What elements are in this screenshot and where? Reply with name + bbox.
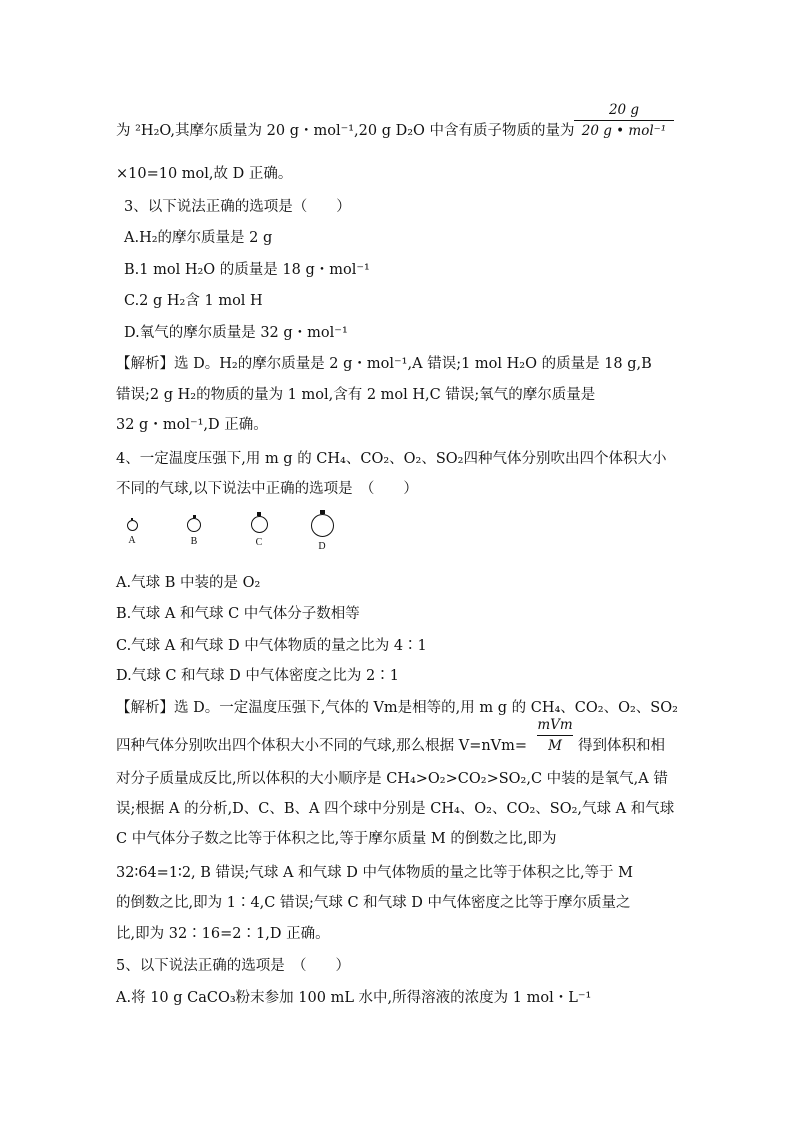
option-a: A.H₂的摩尔质量是 2 g xyxy=(124,230,273,246)
fraction xyxy=(574,101,674,140)
balloon-a xyxy=(124,518,140,547)
analysis-line: 得到体积和相 xyxy=(578,738,665,754)
option-c: C.2 g H₂含 1 mol H xyxy=(124,293,263,309)
analysis-line: 的倒数之比,即为 1∶4,C 错误;气球 C 和气球 D 中气体密度之比等于摩尔质量之 xyxy=(116,895,631,911)
analysis-line: 四种气体分别吹出四个体积大小不同的气球,那么根据 V=nVm= xyxy=(116,738,528,754)
balloon-label: C xyxy=(255,537,263,548)
option-a: A.气球 B 中装的是 O₂ xyxy=(116,575,261,591)
question-stem: 4、一定温度压强下,用 m g 的 CH₄、CO₂、O₂、SO₂四种气体分别吹出四个体积大小 xyxy=(116,451,667,467)
analysis-line: 对分子质量成反比,所以体积的大小顺序是 CH₄>O₂>CO₂>SO₂,C 中装的是氧气,A 错 xyxy=(116,771,668,787)
balloon-label: B xyxy=(190,536,198,547)
fraction-denominator: M xyxy=(548,738,562,754)
analysis-line: 错误;2 g H₂的物质的量为 1 mol,含有 2 mol H,C 错误;氧气的摩尔质量是 xyxy=(116,387,596,403)
fraction-numerator: mVm xyxy=(537,717,573,733)
analysis-line: 【解析】选 D。一定温度压强下,气体的 Vm是相等的,用 m g 的 CH₄、CO₂、O₂、SO₂ xyxy=(116,700,678,716)
fraction-bar xyxy=(574,120,674,121)
balloon-d xyxy=(308,510,336,553)
option-d: D.气球 C 和气球 D 中气体密度之比为 2∶1 xyxy=(116,668,399,684)
balloon-circle xyxy=(251,516,268,533)
question-stem: 不同的气球,以下说法中正确的选项是 （ ） xyxy=(116,481,418,497)
fraction xyxy=(537,716,573,755)
balloon-circle xyxy=(187,518,201,532)
option-c: C.气球 A 和气球 D 中气体物质的量之比为 4∶1 xyxy=(116,638,427,654)
analysis-line: 32∶64=1∶2, B 错误;气球 A 和气球 D 中气体物质的量之比等于体积之比,等于 M xyxy=(116,865,634,881)
balloon-label: D xyxy=(318,541,326,552)
option-b: B.1 mol H₂O 的质量是 18 g・mol⁻¹ xyxy=(124,262,370,278)
balloon-circle xyxy=(311,514,334,537)
question-stem: 5、以下说法正确的选项是 （ ） xyxy=(116,958,350,974)
analysis-line: 32 g・mol⁻¹,D 正确。 xyxy=(116,417,268,433)
analysis-line: 【解析】选 D。H₂的摩尔质量是 2 g・mol⁻¹,A 错误;1 mol H₂O 的质量是 18 g,B xyxy=(116,356,652,372)
fraction-denominator: 20 g • mol⁻¹ xyxy=(581,123,667,139)
question-stem: 3、以下说法正确的选项是（ ） xyxy=(124,199,351,215)
fraction-numerator: 20 g xyxy=(608,102,640,118)
balloon-b xyxy=(184,515,204,548)
balloon-c xyxy=(248,512,270,549)
balloon-label: A xyxy=(128,535,136,546)
balloon-circle xyxy=(127,520,138,531)
option-a: A.将 10 g CaCO₃粉末参加 100 mL 水中,所得溶液的浓度为 1 mol・L⁻¹ xyxy=(116,990,592,1006)
text-line: ×10=10 mol,故 D 正确。 xyxy=(116,166,293,182)
analysis-line: 比,即为 32∶16=2∶1,D 正确。 xyxy=(116,926,330,942)
fraction-bar xyxy=(537,735,573,736)
text-line: 为 ²H₂O,其摩尔质量为 20 g・mol⁻¹,20 g D₂O 中含有质子物质的量为 xyxy=(116,123,575,139)
analysis-line: 误;根据 A 的分析,D、C、B、A 四个球中分别是 CH₄、O₂、CO₂、SO₂,气球 A 和气球 xyxy=(116,801,675,817)
option-b: B.气球 A 和气球 C 中气体分子数相等 xyxy=(116,606,360,622)
balloon-figure xyxy=(118,512,358,562)
option-d: D.氧气的摩尔质量是 32 g・mol⁻¹ xyxy=(124,325,348,341)
analysis-line: C 中气体分子数之比等于体积之比,等于摩尔质量 M 的倒数之比,即为 xyxy=(116,831,557,847)
